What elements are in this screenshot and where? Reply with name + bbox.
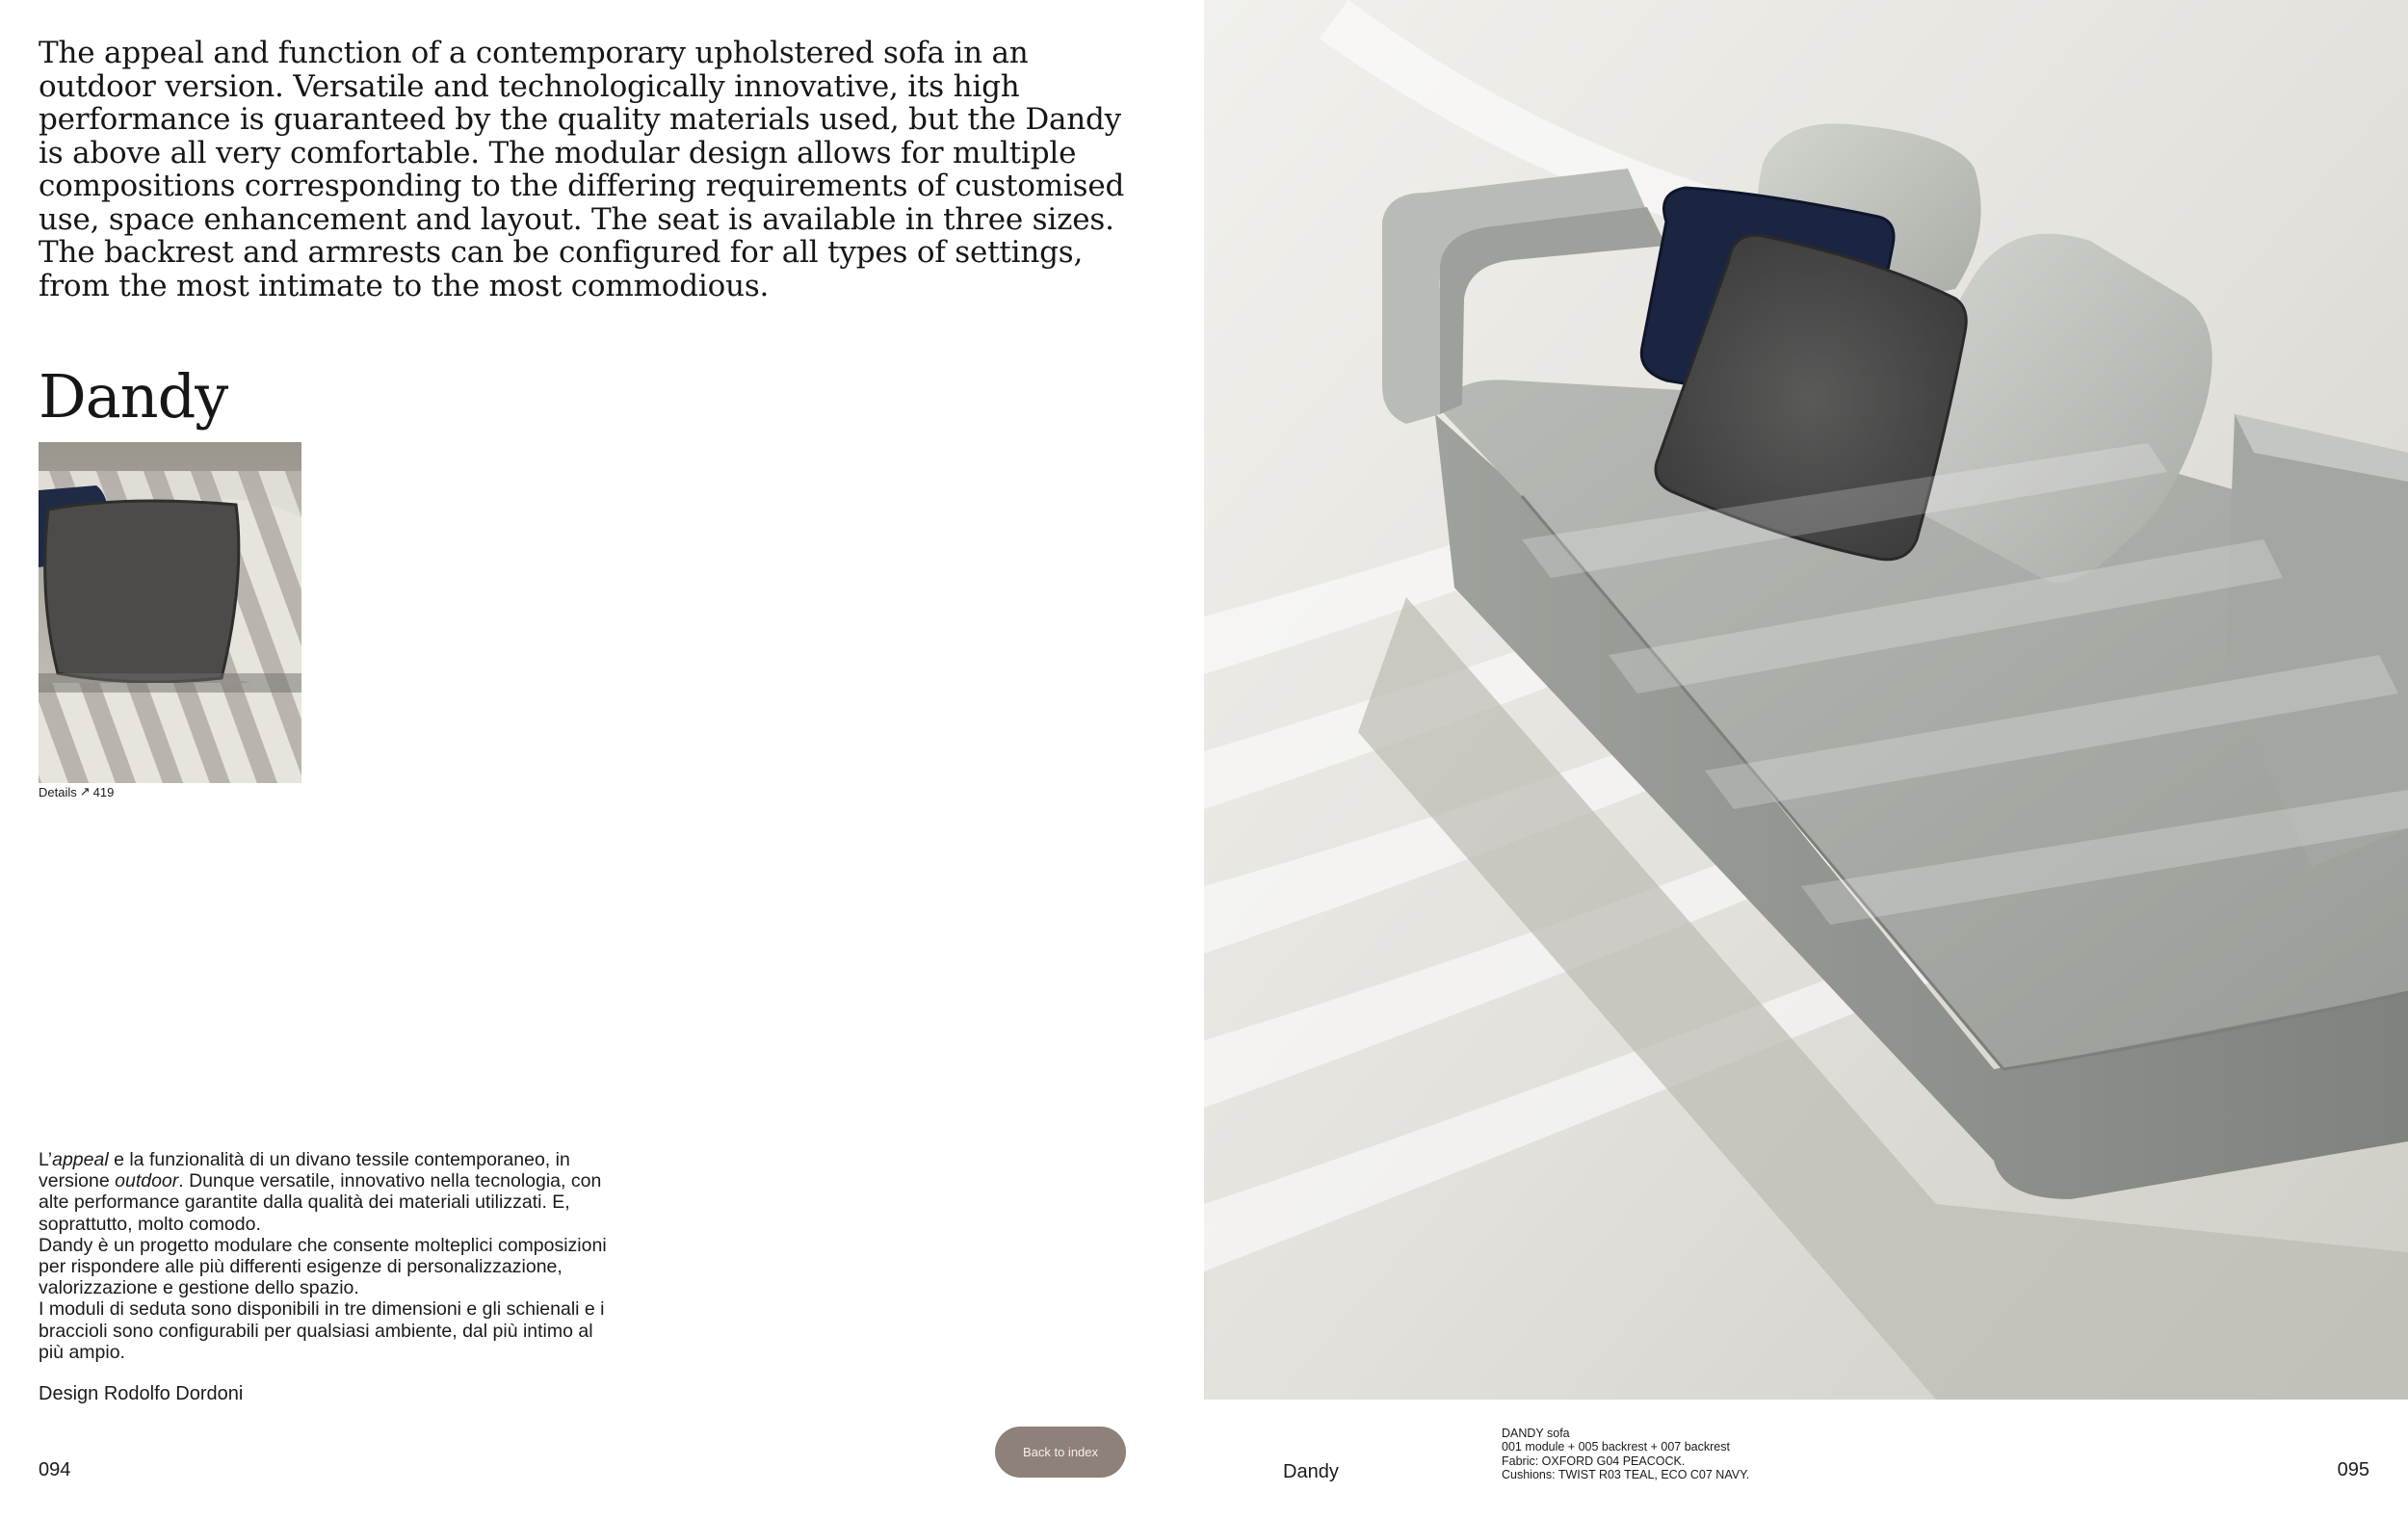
arrow-up-right-icon: ↗ xyxy=(79,784,91,799)
intro-it-paragraph-1 xyxy=(39,1149,616,1235)
intro-it-text: L’ xyxy=(39,1149,53,1170)
designer-credit: Design Rodolfo Dordoni xyxy=(39,1383,244,1404)
caption-line: 001 module + 005 backrest + 007 backrest xyxy=(1502,1440,1730,1454)
hero-sofa-photo xyxy=(1204,0,2408,1400)
product-title: Dandy xyxy=(39,361,228,432)
caption-line: Cushions: TWIST R03 TEAL, ECO C07 NAVY. xyxy=(1502,1468,1750,1482)
intro-it-emphasis: appeal xyxy=(52,1149,109,1170)
intro-it-text: . Dunque versatile, innovativo nella tecnologia, con alte performance garantite dalla qualità dei materiali utilizzati. E, soprattutto, molto comodo. xyxy=(39,1170,602,1235)
intro-it-paragraph-3: I moduli di seduta sono disponibili in tre dimensioni e gli schienali e i braccioli sono configurabili per qualsiasi ambiente, dal più intimo al più ampio. xyxy=(39,1298,605,1363)
page-number-right: 095 xyxy=(2337,1459,2369,1480)
details-label: Details xyxy=(39,784,77,799)
details-link[interactable] xyxy=(39,784,114,799)
details-page-number: 419 xyxy=(92,784,115,799)
caption-line: Fabric: OXFORD G04 PEACOCK. xyxy=(1502,1454,1686,1468)
back-to-index-button[interactable]: Back to index xyxy=(995,1427,1126,1478)
intro-it-paragraph-2: Dandy è un progetto modulare che consente molteplici composizioni per rispondere alle più differenti esigenze di personalizzazione, valorizzazione e gestione dello spazio. xyxy=(39,1234,607,1299)
intro-it-text: e la funzionalità di un divano tessile contemporaneo, in versione xyxy=(39,1149,570,1192)
caption-line: DANDY sofa xyxy=(1502,1427,1570,1440)
intro-it-emphasis: outdoor xyxy=(115,1170,179,1192)
intro-text-italian xyxy=(39,1149,616,1363)
footer-product-title: Dandy xyxy=(1283,1461,1339,1482)
intro-text-english: The appeal and function of a contemporary upholstered sofa in an outdoor version. Versatile and technologically innovative, its high performance is guaranteed by the quality materials used, but the Dandy is above all very comfortable. The modular design allows for multiple compositions corresponding to the differing requirements of customised use, space enhancement and layout. The seat is available in three sizes. The backrest and armrests can be configured for all types of settings, from the most intimate to the most commodious. xyxy=(39,36,1125,303)
product-caption xyxy=(1502,1427,1749,1482)
detail-thumbnail-image[interactable] xyxy=(39,442,301,783)
page-number-left: 094 xyxy=(39,1459,71,1480)
